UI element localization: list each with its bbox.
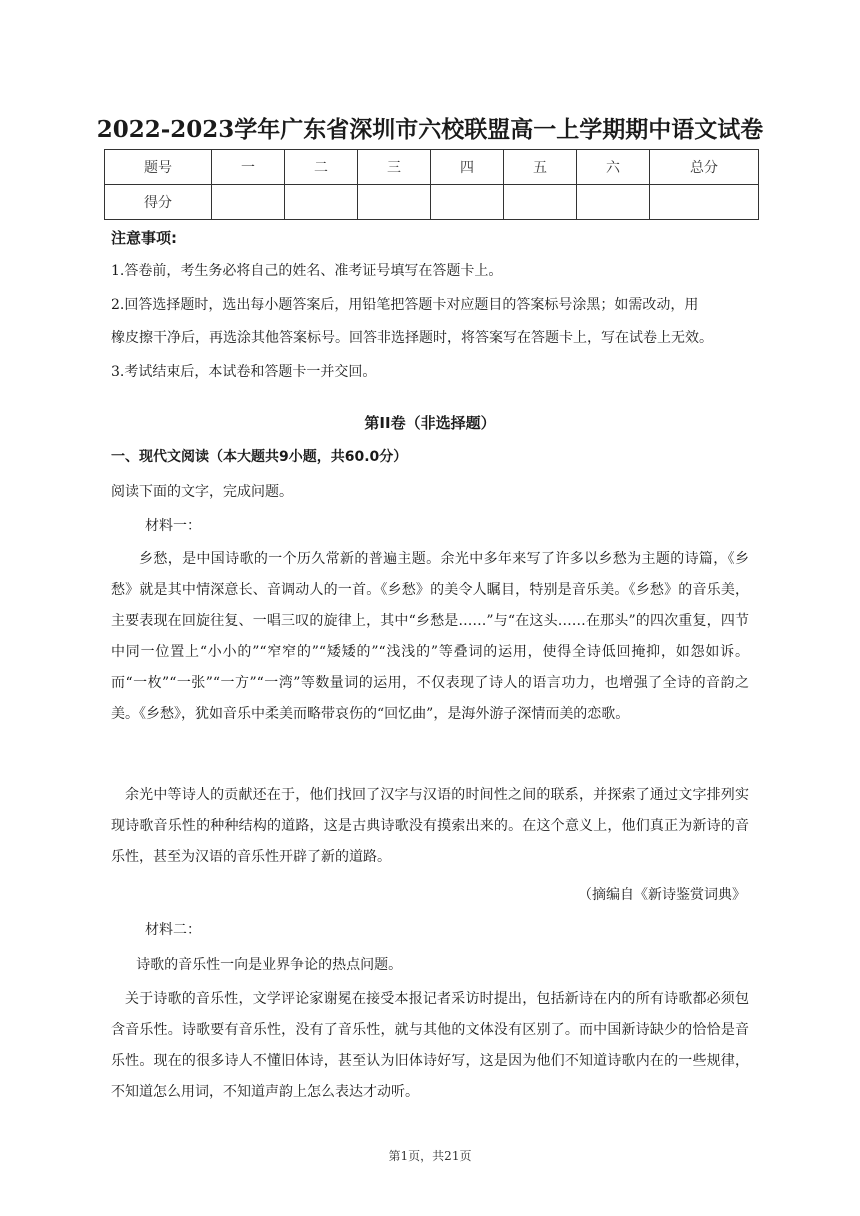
material2-paragraph: 诗歌的音乐性一向是业界争论的热点问题。 xyxy=(136,957,403,973)
score-blank-cell xyxy=(650,185,759,220)
notice-heading: 注意事项: xyxy=(111,229,177,247)
score-blank-cell xyxy=(212,185,285,220)
score-cell-q4: 四 xyxy=(431,150,504,185)
material1-paragraph: 乡愁，是中国诗歌的一个历久常新的普遍主题。余光中多年来写了许多以乡愁为主题的诗篇，《乡愁》就是其中情深意长、音调动人的一首。《乡愁》的美令人瞩目，特别是音乐美。《乡愁》的音乐美，主要表现在回旋往复、一唱三叹的旋律上，其中“乡愁是……”与“在这头……在那头”的四次重复，四节中同一位置上“小小的”“窄窄的”“矮矮的”“浅浅的”等叠词的运用，使得全诗低回掩抑，如怨如诉。而“一枚”“一张”“一方”“一湾”等数量词的运用，不仅表现了诗人的语言功力，也增强了全诗的音韵之美。《乡愁》，犹如音乐中柔美而略带哀伤的“回忆曲”，是海外游子深情而美的恋歌。 xyxy=(111,551,749,722)
score-cell-q3: 三 xyxy=(358,150,431,185)
notice-item: 1.答卷前，考生务必将自己的姓名、准考证号填写在答题卡上。 xyxy=(111,263,503,279)
page-title: 2022-2023学年广东省深圳市六校联盟高一上学期期中语文试卷 xyxy=(96,116,764,143)
material2-paragraph: 关于诗歌的音乐性，文学评论家谢冕在接受本报记者采访时提出，包括新诗在内的所有诗歌都必须包含音乐性。诗歌要有音乐性，没有了音乐性，就与其他的文体没有区别了。而中国新诗缺少的恰恰是音乐性。现在的很多诗人不懂旧体诗，甚至认为旧体诗好写，这是因为他们不知道诗歌内在的一些规律，不知道怎么用词，不知道声韵上怎么表达才动听。 xyxy=(111,991,749,1100)
score-table xyxy=(104,149,759,220)
score-blank-cell xyxy=(577,185,650,220)
score-cell-q6: 六 xyxy=(577,150,650,185)
notice-item: 3.考试结束后，本试卷和答题卡一并交回。 xyxy=(111,364,377,380)
notice-item: 橡皮擦干净后，再选涂其他答案标号。回答非选择题时，将答案写在答题卡上，写在试卷上无效。 xyxy=(111,330,713,346)
reading-instruction: 阅读下面的文字，完成问题。 xyxy=(111,484,293,500)
material1-paragraph: 余光中等诗人的贡献还在于，他们找回了汉字与汉语的时间性之间的联系，并探索了通过文字排列实现诗歌音乐性的种种结构的道路，这是古典诗歌没有摸索出来的。在这个意义上，他们真正为新诗的音乐性，甚至为汉语的音乐性开辟了新的道路。 xyxy=(111,787,749,865)
score-blank-cell xyxy=(504,185,577,220)
material2-label: 材料二： xyxy=(145,922,201,938)
score-cell-q1: 一 xyxy=(212,150,285,185)
score-cell-q5: 五 xyxy=(504,150,577,185)
material1-label: 材料一： xyxy=(145,518,201,534)
score-table-header-row xyxy=(105,150,759,185)
section-title: 第II卷（非选择题） xyxy=(364,414,496,432)
score-cell-q2: 二 xyxy=(285,150,358,185)
score-cell-total: 总分 xyxy=(650,150,759,185)
score-cell-label: 题号 xyxy=(105,150,212,185)
notice-item: 2.回答选择题时，选出每小题答案后，用铅笔把答题卡对应题目的答案标号涂黑；如需改动，用 xyxy=(111,297,699,313)
score-blank-cell xyxy=(358,185,431,220)
score-blank-cell xyxy=(285,185,358,220)
score-blank-cell xyxy=(431,185,504,220)
score-table-score-row xyxy=(105,185,759,220)
score-row-label: 得分 xyxy=(105,185,212,220)
page-footer: 第1页，共21页 xyxy=(388,1149,472,1163)
material1-source: （摘编自《新诗鉴赏词典》 xyxy=(578,887,746,903)
part-heading: 一、现代文阅读（本大题共9小题，共60.0分） xyxy=(111,449,408,465)
